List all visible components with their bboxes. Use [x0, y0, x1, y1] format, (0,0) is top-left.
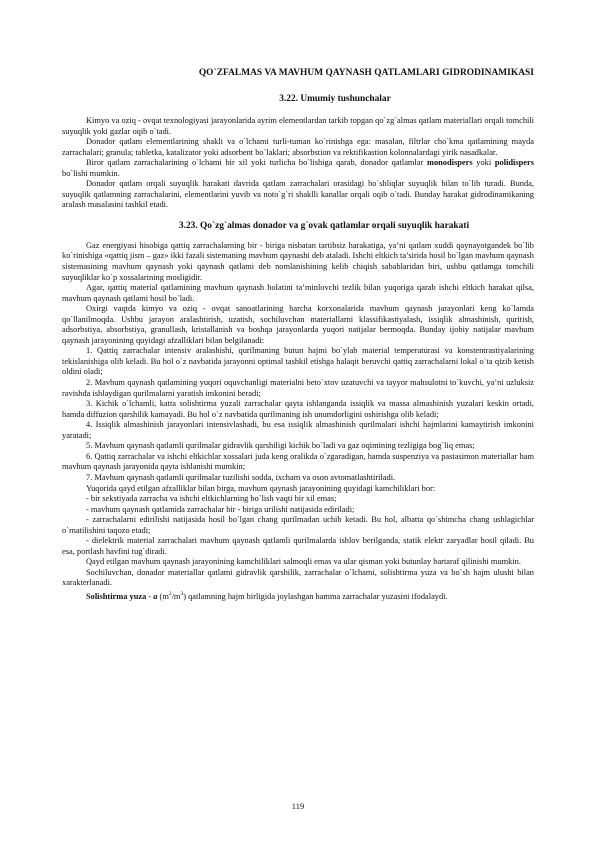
section2-body — [62, 241, 534, 602]
section-heading-umumiy: 3.22. Umumiy tushunchalar — [279, 94, 391, 104]
paragraph: Yuqorida qayd etilgan afzalliklar bilan birga, mavhum qaynash jarayonining quyidagi kamchiliklari bor: — [86, 483, 436, 493]
text-run: /m — [171, 591, 181, 601]
text-run: - — [146, 591, 154, 601]
list-item: 7. Mavhum qaynash qatlamli qurilmalar tuzilishi sodda, ixcham va oson avtomatlashtiriladi. — [86, 472, 396, 482]
list-item: 3. Kichik o`lchamli, katta solishtirma yuzali zarrachalar qayta ishlanganda issiqlik va massa almashinish yuzalari keskin ortadi, hamda diffuzion qarshilik kamayadi. Bu hol o`z navbatida qurilmaning ish unumdorligini oshirishga olib keladi; — [62, 399, 534, 419]
page-number: 119 — [291, 801, 305, 811]
section1-body — [62, 116, 534, 211]
document-page — [62, 68, 534, 602]
text-run: ) qatlamning hajm birligida joylashgan hamma zarrachalar yuzasini ifodalaydi. — [183, 591, 448, 601]
paragraph — [62, 589, 534, 602]
term-solishtirma-yuza: Solishtirma yuza — [86, 591, 147, 601]
paragraph: Donador qatlam elementlarining shakli va o`lchami turli-tuman ko`rinishga ega: masalan, filtrlar cho`kma qatlamining mayda zarrachalari; granula; tabletka, katalizator yoki adsorbent bo`laklari; absorbstion va rektifikastion kolonnalardagi yirik nasadkalar. — [62, 137, 534, 157]
paragraph: Agar, qattiq material qatlamining mavhum qaynash holatini ta’minlovchi tezlik bilan yuqoriga qarab ishchi eltkich harakat qilsa, mavhum qaynash qatlami hosil bo`ladi. — [62, 283, 534, 303]
chapter-title: QO`ZFALMAS VA MAVHUM QAYNASH QATLAMLARI GIDRODINAMIKASI — [198, 68, 534, 78]
text-run: yoki — [472, 158, 495, 168]
section-heading-qatlamlar: 3.23. Qo`zg`almas donador va g`ovak qatlamlar orqali suyuqlik harakati — [178, 220, 470, 231]
term-monodispers: monodispers — [426, 158, 473, 168]
paragraph: Donador qatlam orqali suyuqlik harakati davrida qatlam zarrachalari orasidagi bo`shliqlar suyuqlik bilan to`lib turadi. Bunda, suyuqlik qatlamning zarrachalarini, elementlarini yuvib va noto`g`ri shaklli kanallar orqali oqib o`tadi. Bunday harakat gidrodinamikaning aralash masalasini tashkil etadi. — [62, 179, 534, 210]
list-item: 4. Issiqlik almashinish jarayonlari intensivlashadi, bu esa issiqlik almashinish qurilmalari ishchi hajmlarini kamaytirish imkonini yaratadi; — [62, 420, 534, 440]
paragraph: Kimyo va oziq - ovqat texnologiyasi jarayonlarida ayrim elementlardan tarkib topgan qo`zg`almas qatlam materiallari orqali tomchili suyuqlik yoki gazlar oqib o`tadi. — [62, 116, 534, 136]
paragraph — [62, 158, 534, 179]
superscript: 2 — [168, 590, 172, 597]
superscript: 3 — [180, 590, 184, 597]
list-item: 1. Qattiq zarrachalar intensiv aralashishi, qurilmaning butun hajmi bo`ylab material temperaturasi va konstentrastiyalarining tekislanishiga olib keladi. Bu hol o`z navbatida jarayonni optimal tashkil etishga halaqit beruvchi qattiq zarrachalarni lokal o`ta qizib ketish oldini oladi; — [62, 346, 534, 377]
list-item: 2. Mavhum qaynash qatlamining yuqori oquvchanligi materialni beto`xtov uzatuvchi va tayyor mahsulotni to`kuvchi, ya’ni uzluksiz ravishda ishlaydigan qurilmalarni yaratish imkonini beradi; — [62, 378, 534, 398]
paragraph: Gaz energiyasi hisobiga qattiq zarrachalarning bir - biriga nisbatan tartibsiz harakatiga, ya’ni qatlam xuddi qaynayotgandek bo`lib ko`rinishiga «qattiq jism – gaz» ikki fazali sistemaning mavhum qaynashi deb ataladi. Ishchi eltkich ta’sirida hosil bo`lgan mavhum qaynash sistemasining mavhum qaynash yoki qaynash qatlami deb nomlanishining kelib chiqish sabablaridan biri, ushbu qatlamga tomchili suyuqliklar ko`p xossalarining mosligidir. — [62, 240, 534, 282]
paragraph: Qayd etilgan mavhum qaynash jarayonining kamchiliklari salmoqli emas va ular qisman yoki butunlay bartaraf qilinishi mumkin. — [86, 557, 521, 567]
list-item: - zarrachalarni edirilishi natijasida hosil bo`lgan chang qurilmadan uchib ketadi. Bu hol, albatta qo`shimcha chang ushlagichlar o`rnatilishini taqozo etadi; — [62, 515, 534, 535]
text-run: Biror qatlam zarrachalarining o`lchami bir xil yoki turlicha bo`lishiga qarab, donador qatlamlar — [86, 158, 427, 168]
list-item: - bir sekstiyada zarracha va ishchi eltkichlarning bo`lish vaqti bir xil emas; — [86, 494, 337, 504]
paragraph: Oxirgi vaqtda kimyo va oziq - ovqat sanoatlarining barcha korxonalarida mavhum qaynash jarayonlari keng ko`lamda qo`llanilmoqda. Ushbu jarayon aralashtirish, uzatish, sochiluvchan materiallarni klassifikastiyalash, issiqlik almashinish, quritish, adsorbstiya, absorbstiya, granullash, kristallanish va boshqa jarayonlarda yuqori natijalar bermoqda. Bunday ijobiy natijalar mavhum qaynash jarayonining quyidagi afzalliklari bilan belgilanadi: — [62, 304, 534, 345]
text-run: bo`lishi mumkin. — [62, 168, 120, 178]
text-run: (m — [157, 591, 169, 601]
term-polidispers: polidispers — [494, 158, 534, 168]
list-item: - mavhum qaynash qatlamida zarrachalar bir - biriga urilishi natijasida ediriladi; — [86, 504, 355, 514]
list-item: 6. Qattiq zarrachalar va ishchi eltkichlar xossalari juda keng oralikda o`zgaradigan, hamda suspenziya va pastasimon materiallar ham mavhum qaynash jarayonida qayta ishlanishi mumkin; — [62, 451, 534, 472]
symbol-a: a — [153, 591, 158, 601]
paragraph: Sochiluvchan, donador materiallar qatlami gidravlik qarshilik, zarrachalar o`lchami, solishtirma yuza va bo`sh hajm ulushi bilan xarakterlanadi. — [62, 567, 534, 588]
list-item: 5. Mavhum qaynash qatlamli qurilmalar gidravlik qarshiligi kichik bo`ladi va gaz oqimining tezligiga bog`liq emas; — [86, 441, 475, 451]
list-item: - dielektrik material zarrachalari mavhum qaynash qatlamli qurilmalarda ishlov berilganda, statik elektr zaryadlar hosil qiladi. Bu esa, portlash havfini tug`diradi. — [62, 536, 534, 556]
